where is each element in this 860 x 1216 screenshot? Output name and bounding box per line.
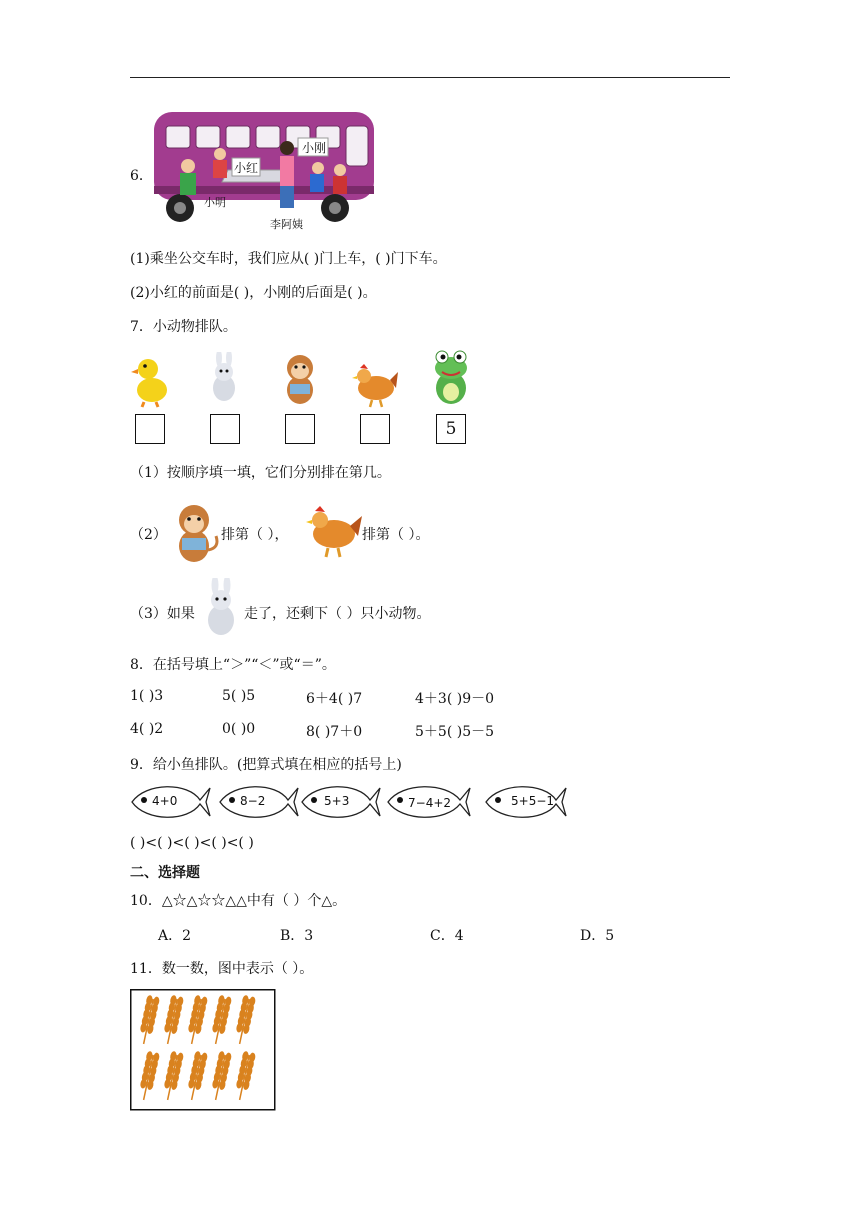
q9-title: 9．给小鱼排队。(把算式填在相应的括号上) [130,757,402,773]
q10-title: 10．△☆△☆☆△△中有（ ）个△。 [130,893,347,909]
q8-title: 8．在括号填上“＞”“＜”或“＝”。 [130,657,336,673]
q7-sub2-end: 排第（ ）。 [362,527,430,543]
wheat-image [130,989,276,1111]
label-li-ayi: 李阿姨 [270,218,303,231]
option-b[interactable]: B．3 [280,928,314,944]
label-xiaogang: 小刚 [302,141,327,155]
compare-item: 6＋4( )7 [306,691,363,707]
q7-sub2-prefix: （2） [130,527,167,543]
duck-icon [130,352,172,408]
position-box-hen[interactable] [360,414,390,444]
q7-title: 7．小动物排队。 [130,319,237,335]
q6-number: 6． [130,168,153,184]
hen-icon [306,504,362,558]
q6-sub2: (2)小红的前面是( )，小刚的后面是( )。 [130,285,377,301]
option-a[interactable]: A．2 [158,928,192,944]
bus-scene-image [150,108,380,233]
position-box-duck[interactable] [135,414,165,444]
q6-sub1: (1)乘坐公交车时，我们应从( )门上车，( )门下车。 [130,251,447,267]
label-xiaoming: 小明 [204,196,226,209]
fish-expression: 7−4+2 [408,796,452,810]
compare-item: 5( )5 [222,688,256,704]
rabbit-icon [204,352,244,408]
monkey-icon [168,500,220,566]
position-box-frog: 5 [436,414,466,444]
monkey-icon [278,350,322,408]
option-c[interactable]: C．4 [430,928,464,944]
q7-sub1: （1）按顺序填一填，它们分别排在第几。 [130,465,391,481]
q7-sub3-end: 走了，还剩下（ ）只小动物。 [244,606,431,622]
header-rule [130,77,730,78]
fish-expression: 5+3 [324,794,350,808]
compare-item: 4( )2 [130,721,164,737]
fish-expression: 4+0 [152,794,178,808]
compare-item: 5＋5( )5－5 [415,724,495,740]
q7-sub2-mid: 排第（ ）， [221,527,289,543]
compare-item: 0( )0 [222,721,256,737]
rabbit-icon [198,578,244,640]
label-xiaohong: 小红 [234,161,259,175]
hen-icon [352,362,398,408]
frog-icon [428,348,474,408]
position-box-rabbit[interactable] [210,414,240,444]
compare-item: 1( )3 [130,688,164,704]
q11-title: 11．数一数，图中表示（ ）。 [130,961,314,977]
option-d[interactable]: D．5 [580,928,615,944]
compare-item: 8( )7＋0 [306,724,363,740]
fish-expression: 5+5−1 [511,794,555,808]
position-box-monkey[interactable] [285,414,315,444]
compare-item: 4＋3( )9－0 [415,691,495,707]
q7-sub3-prefix: （3）如果 [130,606,195,622]
fish-expression: 8−2 [240,794,266,808]
q9-order-line: ( )<( )<( )<( )<( ) [130,835,254,851]
section-heading: 二、选择题 [130,865,200,881]
fish-row [128,780,573,826]
